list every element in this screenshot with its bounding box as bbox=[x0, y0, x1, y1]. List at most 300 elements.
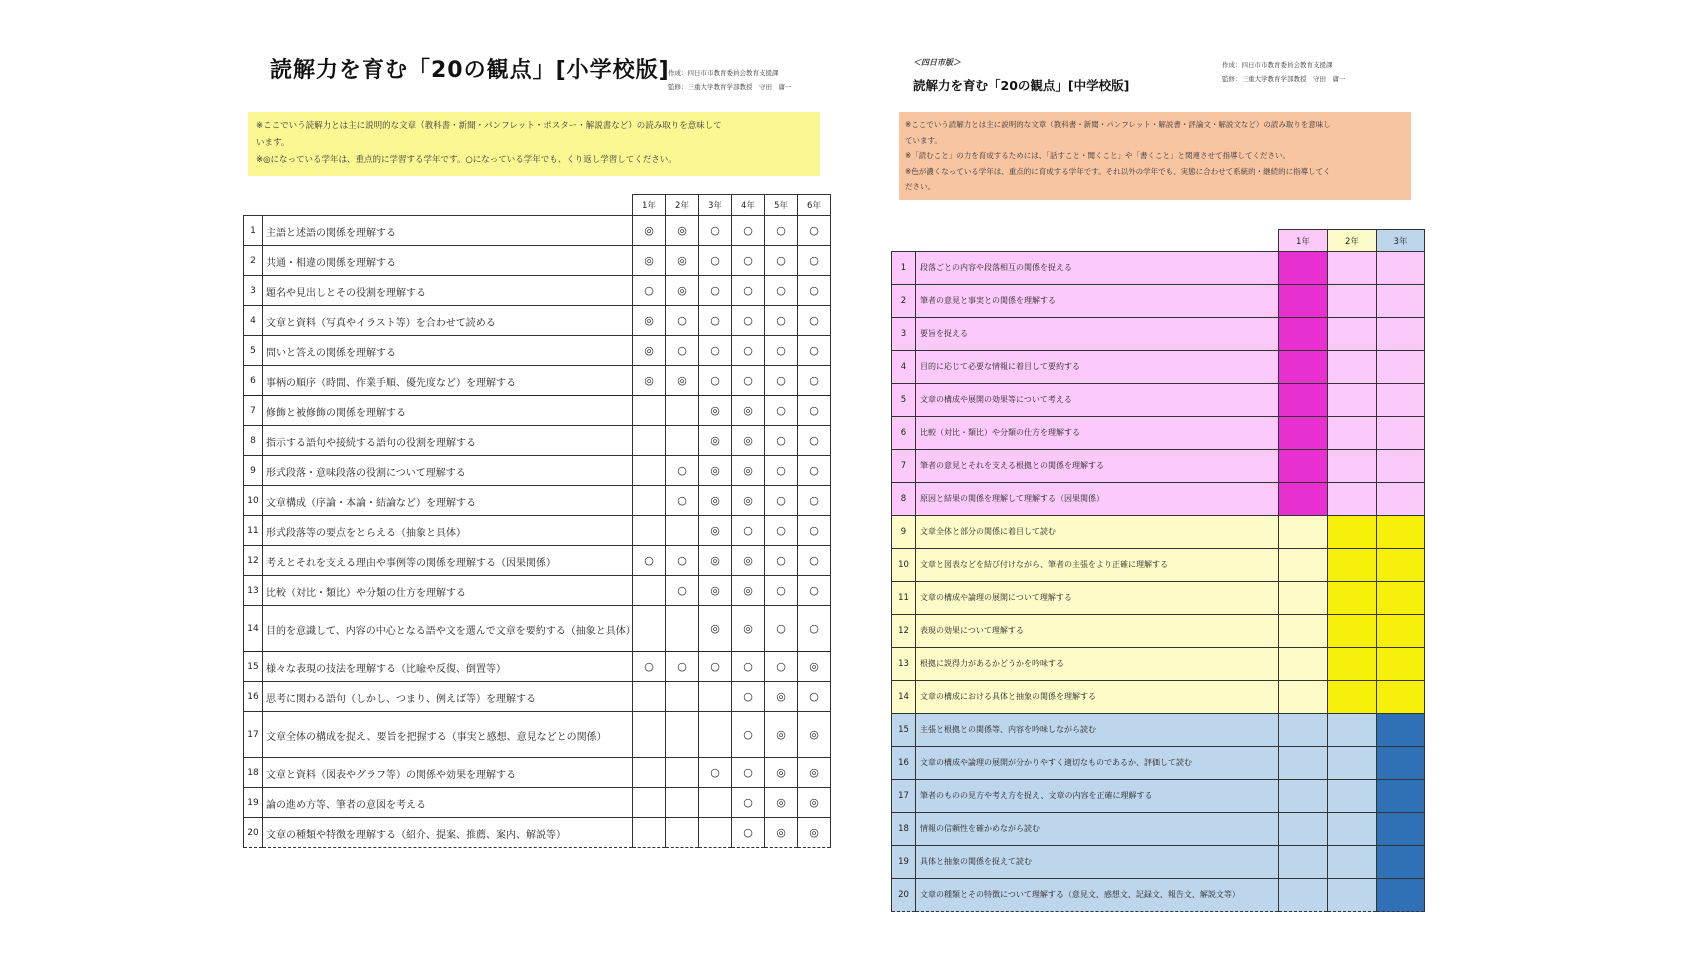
grade-mark: ○ bbox=[732, 758, 765, 788]
grade-mark: ◎ bbox=[699, 486, 732, 516]
row-number: 14 bbox=[892, 681, 916, 714]
table-row bbox=[244, 456, 831, 486]
grade-emphasis-cell bbox=[1328, 582, 1377, 615]
grade-mark: ○ bbox=[765, 456, 798, 486]
row-number: 6 bbox=[892, 417, 916, 450]
viewpoint-text: 文章構成（序論・本論・結論など）を理解する bbox=[263, 486, 633, 516]
grade-emphasis-cell bbox=[1377, 648, 1425, 681]
row-number: 4 bbox=[892, 351, 916, 384]
grade-header: 5年 bbox=[765, 195, 798, 216]
grade-emphasis-cell bbox=[1377, 285, 1425, 318]
viewpoint-text: 比較（対比・類比）や分類の仕方を理解する bbox=[263, 576, 633, 606]
row-number: 15 bbox=[244, 652, 263, 682]
grade-emphasis-cell bbox=[1328, 714, 1377, 747]
grade-mark: ○ bbox=[798, 486, 831, 516]
grade-mark: ○ bbox=[699, 216, 732, 246]
row-number: 16 bbox=[244, 682, 263, 712]
viewpoint-text: 形式段落等の要点をとらえる（抽象と具体） bbox=[263, 516, 633, 546]
grade-mark: ◎ bbox=[633, 336, 666, 366]
junior-high-note-line: ※「読むこと」の力を育成するためには、「話すこと・聞くこと」や「書くこと」と関連させて指導してください。 bbox=[905, 151, 1291, 160]
grade-emphasis-cell bbox=[1279, 516, 1328, 549]
grade-emphasis-cell bbox=[1279, 681, 1328, 714]
junior-high-note-line: ※色が濃くなっている学年は、重点的に育成する学年です。それ以外の学年でも、実態に合わせて系統的・継続的に指導してく bbox=[905, 166, 1331, 176]
row-number: 8 bbox=[244, 426, 263, 456]
viewpoint-text: 共通・相違の関係を理解する bbox=[263, 246, 633, 276]
row-number: 5 bbox=[892, 384, 916, 417]
grade-mark: ○ bbox=[798, 606, 831, 652]
grade-mark: ○ bbox=[765, 516, 798, 546]
row-number: 11 bbox=[244, 516, 263, 546]
table-row bbox=[892, 780, 1425, 813]
viewpoint-text: 文章と資料（写真やイラスト等）を合わせて読める bbox=[263, 306, 633, 336]
grade-emphasis-cell bbox=[1377, 549, 1425, 582]
grade-mark: ○ bbox=[798, 426, 831, 456]
table-row bbox=[892, 681, 1425, 714]
viewpoint-text: 主張と根拠との関係等、内容を吟味しながら読む bbox=[916, 714, 1279, 747]
grade-mark: ○ bbox=[732, 276, 765, 306]
elementary-table bbox=[243, 194, 831, 848]
grade-emphasis-cell bbox=[1279, 714, 1328, 747]
elementary-title: 読解力を育む「20の観点」[小学校版] bbox=[270, 58, 670, 83]
table-row bbox=[244, 652, 831, 682]
viewpoint-text: 筆者の意見とそれを支える根拠との関係を理解する bbox=[916, 450, 1279, 483]
grade-emphasis-cell bbox=[1328, 450, 1377, 483]
grade-mark: ○ bbox=[798, 396, 831, 426]
grade-mark bbox=[633, 788, 666, 818]
grade-mark: ○ bbox=[699, 652, 732, 682]
grade-mark: ○ bbox=[765, 606, 798, 652]
elementary-supervisor: 監修：三重大学教育学部教授 守田 庸一 bbox=[668, 83, 792, 91]
table-row bbox=[244, 818, 831, 848]
grade-emphasis-cell bbox=[1377, 582, 1425, 615]
grade-mark bbox=[699, 788, 732, 818]
grade-mark: ○ bbox=[633, 652, 666, 682]
junior-high-note bbox=[899, 112, 1411, 200]
grade-mark bbox=[666, 606, 699, 652]
table-row bbox=[244, 366, 831, 396]
grade-mark: ○ bbox=[765, 306, 798, 336]
table-row bbox=[892, 747, 1425, 780]
grade-emphasis-cell bbox=[1279, 252, 1328, 285]
row-number: 10 bbox=[244, 486, 263, 516]
row-number: 12 bbox=[244, 546, 263, 576]
viewpoint-text: 比較（対比・類比）や分類の仕方を理解する bbox=[916, 417, 1279, 450]
grade-mark: ○ bbox=[798, 336, 831, 366]
row-number: 18 bbox=[244, 758, 263, 788]
junior-high-note-line: ています。 bbox=[905, 135, 942, 145]
grade-mark: ◎ bbox=[732, 396, 765, 426]
grade-mark: ○ bbox=[765, 426, 798, 456]
row-number: 16 bbox=[892, 747, 916, 780]
table-row bbox=[244, 246, 831, 276]
table-row bbox=[244, 576, 831, 606]
grade-emphasis-cell bbox=[1328, 483, 1377, 516]
grade-emphasis-cell bbox=[1328, 417, 1377, 450]
viewpoint-text: 表現の効果について理解する bbox=[916, 615, 1279, 648]
grade-mark: ○ bbox=[666, 652, 699, 682]
grade-mark: ○ bbox=[666, 576, 699, 606]
grade-emphasis-cell bbox=[1279, 549, 1328, 582]
grade-mark: ○ bbox=[798, 546, 831, 576]
grade-mark: ◎ bbox=[699, 396, 732, 426]
grade-mark: ○ bbox=[732, 336, 765, 366]
row-number: 9 bbox=[892, 516, 916, 549]
grade-mark bbox=[633, 758, 666, 788]
grade-emphasis-cell bbox=[1328, 252, 1377, 285]
grade-mark bbox=[666, 426, 699, 456]
junior-high-title: 読解力を育む「20の観点」[中学校版] bbox=[913, 78, 1130, 93]
table-row bbox=[244, 216, 831, 246]
grade-mark: ○ bbox=[732, 516, 765, 546]
grade-header: 4年 bbox=[732, 195, 765, 216]
table-row bbox=[892, 813, 1425, 846]
elementary-note bbox=[248, 112, 820, 176]
grade-mark: ○ bbox=[666, 546, 699, 576]
grade-mark: ○ bbox=[666, 306, 699, 336]
grade-emphasis-cell bbox=[1377, 252, 1425, 285]
table-row bbox=[244, 758, 831, 788]
grade-emphasis-cell bbox=[1377, 780, 1425, 813]
row-number: 7 bbox=[244, 396, 263, 426]
grade-mark: ○ bbox=[765, 486, 798, 516]
grade-emphasis-cell bbox=[1328, 318, 1377, 351]
grade-mark: ○ bbox=[765, 216, 798, 246]
elementary-header-blank bbox=[244, 195, 633, 216]
grade-mark: ○ bbox=[798, 306, 831, 336]
row-number: 18 bbox=[892, 813, 916, 846]
grade-mark: ○ bbox=[798, 246, 831, 276]
viewpoint-text: 文章の種類や特徴を理解する（紹介、提案、推薦、案内、解説等） bbox=[263, 818, 633, 848]
table-row bbox=[892, 516, 1425, 549]
table-row bbox=[244, 546, 831, 576]
grade-emphasis-cell bbox=[1377, 417, 1425, 450]
grade-emphasis-cell bbox=[1279, 582, 1328, 615]
row-number: 20 bbox=[892, 879, 916, 912]
grade-emphasis-cell bbox=[1328, 879, 1377, 912]
grade-emphasis-cell bbox=[1377, 351, 1425, 384]
table-row bbox=[892, 252, 1425, 285]
grade-mark: ○ bbox=[666, 456, 699, 486]
table-row bbox=[892, 879, 1425, 912]
row-number: 1 bbox=[892, 252, 916, 285]
grade-emphasis-cell bbox=[1279, 384, 1328, 417]
grade-emphasis-cell bbox=[1279, 648, 1328, 681]
grade-emphasis-cell bbox=[1328, 813, 1377, 846]
grade-mark: ◎ bbox=[633, 306, 666, 336]
table-row bbox=[244, 276, 831, 306]
junior-high-header-blank bbox=[892, 230, 1279, 252]
grade-mark: ◎ bbox=[666, 216, 699, 246]
grade-emphasis-cell bbox=[1279, 780, 1328, 813]
table-row bbox=[892, 450, 1425, 483]
grade-mark: ○ bbox=[633, 546, 666, 576]
grade-emphasis-cell bbox=[1328, 780, 1377, 813]
grade-mark bbox=[633, 516, 666, 546]
grade-mark: ○ bbox=[732, 366, 765, 396]
grade-mark bbox=[633, 426, 666, 456]
grade-mark bbox=[666, 396, 699, 426]
table-row bbox=[892, 648, 1425, 681]
row-number: 5 bbox=[244, 336, 263, 366]
table-row bbox=[244, 712, 831, 758]
grade-mark: ○ bbox=[699, 276, 732, 306]
grade-mark bbox=[699, 818, 732, 848]
grade-mark: ○ bbox=[732, 682, 765, 712]
grade-mark bbox=[666, 788, 699, 818]
grade-mark bbox=[633, 682, 666, 712]
table-row bbox=[892, 549, 1425, 582]
grade-mark: ○ bbox=[699, 336, 732, 366]
grade-mark: ◎ bbox=[765, 758, 798, 788]
grade-mark: ◎ bbox=[798, 652, 831, 682]
row-number: 15 bbox=[892, 714, 916, 747]
grade-mark: ○ bbox=[633, 276, 666, 306]
junior-high-note-line: ※ここでいう読解力とは主に説明的な文章（教科書・新聞・パンフレット・解説書・評論文・解説文など）の読み取りを意味し bbox=[905, 120, 1331, 129]
table-row bbox=[892, 714, 1425, 747]
grade-mark: ○ bbox=[666, 336, 699, 366]
table-row bbox=[892, 318, 1425, 351]
row-number: 19 bbox=[244, 788, 263, 818]
grade-emphasis-cell bbox=[1377, 846, 1425, 879]
viewpoint-text: 文章の構成や論理の展開が分かりやすく適切なものであるか、評価して読む bbox=[916, 747, 1279, 780]
elementary-creator: 作成：四日市市教育委員会教育支援課 bbox=[668, 69, 779, 77]
grade-mark: ○ bbox=[699, 758, 732, 788]
viewpoint-text: 主語と述語の関係を理解する bbox=[263, 216, 633, 246]
elementary-note-line: います。 bbox=[256, 138, 290, 148]
grade-mark: ◎ bbox=[732, 426, 765, 456]
grade-mark: ◎ bbox=[765, 682, 798, 712]
grade-mark: ○ bbox=[765, 652, 798, 682]
grade-emphasis-cell bbox=[1279, 879, 1328, 912]
row-number: 10 bbox=[892, 549, 916, 582]
row-number: 14 bbox=[244, 606, 263, 652]
grade-emphasis-cell bbox=[1377, 714, 1425, 747]
grade-mark bbox=[666, 818, 699, 848]
grade-emphasis-cell bbox=[1328, 846, 1377, 879]
viewpoint-text: 修飾と被修飾の関係を理解する bbox=[263, 396, 633, 426]
grade-mark: ○ bbox=[798, 516, 831, 546]
table-row bbox=[892, 351, 1425, 384]
viewpoint-text: 文章の構成や論理の展開について理解する bbox=[916, 582, 1279, 615]
grade-mark bbox=[633, 606, 666, 652]
viewpoint-text: 要旨を捉える bbox=[916, 318, 1279, 351]
row-number: 19 bbox=[892, 846, 916, 879]
grade-emphasis-cell bbox=[1328, 285, 1377, 318]
grade-emphasis-cell bbox=[1377, 879, 1425, 912]
grade-mark: ◎ bbox=[798, 788, 831, 818]
grade-mark: ○ bbox=[732, 216, 765, 246]
row-number: 9 bbox=[244, 456, 263, 486]
junior-high-credit bbox=[1222, 58, 1346, 86]
grade-mark: ◎ bbox=[633, 216, 666, 246]
grade-mark: ○ bbox=[765, 366, 798, 396]
grade-mark: ○ bbox=[699, 246, 732, 276]
grade-mark: ○ bbox=[732, 818, 765, 848]
row-number: 17 bbox=[244, 712, 263, 758]
grade-mark: ○ bbox=[798, 366, 831, 396]
viewpoint-text: 文章全体と部分の関係に着目して読む bbox=[916, 516, 1279, 549]
grade-mark: ◎ bbox=[699, 426, 732, 456]
grade-mark: ◎ bbox=[798, 818, 831, 848]
viewpoint-text: 情報の信頼性を確かめながら読む bbox=[916, 813, 1279, 846]
viewpoint-text: 思考に関わる語句（しかし、つまり、例えば等）を理解する bbox=[263, 682, 633, 712]
grade-header: 3年 bbox=[1377, 230, 1425, 252]
grade-emphasis-cell bbox=[1279, 846, 1328, 879]
grade-mark: ○ bbox=[765, 546, 798, 576]
table-row bbox=[244, 516, 831, 546]
grade-mark: ◎ bbox=[633, 246, 666, 276]
table-row bbox=[892, 417, 1425, 450]
grade-emphasis-cell bbox=[1279, 813, 1328, 846]
grade-mark bbox=[633, 818, 666, 848]
grade-mark: ○ bbox=[765, 336, 798, 366]
grade-emphasis-cell bbox=[1279, 747, 1328, 780]
grade-emphasis-cell bbox=[1328, 681, 1377, 714]
grade-mark: ◎ bbox=[699, 546, 732, 576]
elementary-note-line: ※ここでいう読解力とは主に説明的な文章（教科書・新聞・パンフレット・ポスター・解説書など）の読み取りを意味して bbox=[256, 121, 722, 131]
grade-emphasis-cell bbox=[1279, 318, 1328, 351]
row-number: 3 bbox=[892, 318, 916, 351]
grade-mark: ○ bbox=[798, 276, 831, 306]
grade-emphasis-cell bbox=[1377, 516, 1425, 549]
table-row bbox=[892, 582, 1425, 615]
row-number: 2 bbox=[244, 246, 263, 276]
grade-emphasis-cell bbox=[1279, 450, 1328, 483]
junior-high-supervisor: 監修：三重大学教育学部教授 守田 庸一 bbox=[1222, 75, 1346, 83]
junior-high-note-line: ださい。 bbox=[905, 182, 935, 191]
table-row bbox=[892, 615, 1425, 648]
viewpoint-text: 考えとそれを支える理由や事例等の関係を理解する（因果関係） bbox=[263, 546, 633, 576]
grade-emphasis-cell bbox=[1377, 681, 1425, 714]
grade-mark: ○ bbox=[732, 712, 765, 758]
grade-emphasis-cell bbox=[1377, 813, 1425, 846]
junior-high-table bbox=[891, 229, 1425, 912]
elementary-credit bbox=[668, 66, 792, 94]
row-number: 7 bbox=[892, 450, 916, 483]
grade-mark bbox=[633, 456, 666, 486]
grade-header: 1年 bbox=[633, 195, 666, 216]
row-number: 13 bbox=[244, 576, 263, 606]
grade-emphasis-cell bbox=[1377, 483, 1425, 516]
grade-header: 6年 bbox=[798, 195, 831, 216]
junior-high-creator: 作成：四日市市教育委員会教育支援課 bbox=[1222, 61, 1333, 69]
grade-mark: ○ bbox=[699, 306, 732, 336]
table-row bbox=[892, 384, 1425, 417]
grade-emphasis-cell bbox=[1328, 351, 1377, 384]
row-number: 13 bbox=[892, 648, 916, 681]
table-row bbox=[244, 788, 831, 818]
row-number: 11 bbox=[892, 582, 916, 615]
grade-mark: ◎ bbox=[732, 576, 765, 606]
grade-mark: ○ bbox=[765, 396, 798, 426]
row-number: 20 bbox=[244, 818, 263, 848]
viewpoint-text: 文章の種類とその特徴について理解する（意見文、感想文、記録文、報告文、解説文等） bbox=[916, 879, 1279, 912]
grade-mark: ○ bbox=[798, 576, 831, 606]
grade-mark: ◎ bbox=[633, 366, 666, 396]
viewpoint-text: 文章の構成や展開の効果等について考える bbox=[916, 384, 1279, 417]
row-number: 8 bbox=[892, 483, 916, 516]
table-row bbox=[892, 846, 1425, 879]
grade-mark: ○ bbox=[699, 366, 732, 396]
grade-header: 1年 bbox=[1279, 230, 1328, 252]
grade-mark: ◎ bbox=[666, 246, 699, 276]
grade-mark: ◎ bbox=[798, 758, 831, 788]
viewpoint-text: 事柄の順序（時間、作業手順、優先度など）を理解する bbox=[263, 366, 633, 396]
grade-header: 3年 bbox=[699, 195, 732, 216]
viewpoint-text: 文章と図表などを結び付けながら、筆者の主張をより正確に理解する bbox=[916, 549, 1279, 582]
grade-header: 2年 bbox=[1328, 230, 1377, 252]
grade-emphasis-cell bbox=[1377, 384, 1425, 417]
viewpoint-text: 文章全体の構成を捉え、要旨を把握する（事実と感想、意見などとの関係） bbox=[263, 712, 633, 758]
table-row bbox=[244, 486, 831, 516]
grade-mark bbox=[699, 682, 732, 712]
grade-emphasis-cell bbox=[1279, 483, 1328, 516]
viewpoint-text: 文章の構成における具体と抽象の関係を理解する bbox=[916, 681, 1279, 714]
grade-mark bbox=[666, 712, 699, 758]
elementary-note-line: ※◎になっている学年は、重点的に学習する学年です。○になっている学年でも、くり返し学習してください。 bbox=[256, 155, 677, 165]
viewpoint-text: 原因と結果の関係を理解して理解する（因果関係） bbox=[916, 483, 1279, 516]
row-number: 2 bbox=[892, 285, 916, 318]
grade-mark: ○ bbox=[732, 788, 765, 818]
grade-mark: ◎ bbox=[732, 486, 765, 516]
row-number: 1 bbox=[244, 216, 263, 246]
grade-emphasis-cell bbox=[1328, 648, 1377, 681]
grade-emphasis-cell bbox=[1328, 747, 1377, 780]
row-number: 17 bbox=[892, 780, 916, 813]
grade-mark: ○ bbox=[765, 246, 798, 276]
grade-mark bbox=[633, 576, 666, 606]
grade-mark bbox=[666, 516, 699, 546]
grade-emphasis-cell bbox=[1377, 318, 1425, 351]
grade-mark: ◎ bbox=[699, 456, 732, 486]
table-row bbox=[892, 285, 1425, 318]
grade-mark bbox=[699, 712, 732, 758]
grade-mark: ◎ bbox=[699, 576, 732, 606]
grade-mark: ◎ bbox=[699, 516, 732, 546]
grade-mark: ○ bbox=[666, 486, 699, 516]
row-number: 4 bbox=[244, 306, 263, 336]
grade-mark: ◎ bbox=[798, 712, 831, 758]
grade-mark: ◎ bbox=[765, 788, 798, 818]
viewpoint-text: 問いと答えの関係を理解する bbox=[263, 336, 633, 366]
table-row bbox=[892, 483, 1425, 516]
grade-mark: ◎ bbox=[732, 606, 765, 652]
viewpoint-text: 様々な表現の技法を理解する（比喩や反復、倒置等） bbox=[263, 652, 633, 682]
grade-emphasis-cell bbox=[1279, 285, 1328, 318]
grade-emphasis-cell bbox=[1279, 417, 1328, 450]
grade-mark: ○ bbox=[798, 456, 831, 486]
viewpoint-text: 段落ごとの内容や段落相互の関係を捉える bbox=[916, 252, 1279, 285]
table-row bbox=[244, 396, 831, 426]
grade-emphasis-cell bbox=[1328, 384, 1377, 417]
grade-mark bbox=[633, 396, 666, 426]
viewpoint-text: 根拠に説得力があるかどうかを吟味する bbox=[916, 648, 1279, 681]
viewpoint-text: 目的に応じて必要な情報に着目して要約する bbox=[916, 351, 1279, 384]
grade-mark: ○ bbox=[732, 652, 765, 682]
grade-header: 2年 bbox=[666, 195, 699, 216]
grade-mark: ○ bbox=[765, 576, 798, 606]
grade-mark: ○ bbox=[732, 306, 765, 336]
grade-mark: ○ bbox=[765, 276, 798, 306]
viewpoint-text: 目的を意識して、内容の中心となる語や文を選んで文章を要約する（抽象と具体） bbox=[263, 606, 633, 652]
grade-emphasis-cell bbox=[1279, 615, 1328, 648]
row-number: 12 bbox=[892, 615, 916, 648]
grade-emphasis-cell bbox=[1377, 450, 1425, 483]
grade-emphasis-cell bbox=[1377, 615, 1425, 648]
grade-mark bbox=[666, 758, 699, 788]
viewpoint-text: 形式段落・意味段落の役割について理解する bbox=[263, 456, 633, 486]
table-row bbox=[244, 306, 831, 336]
